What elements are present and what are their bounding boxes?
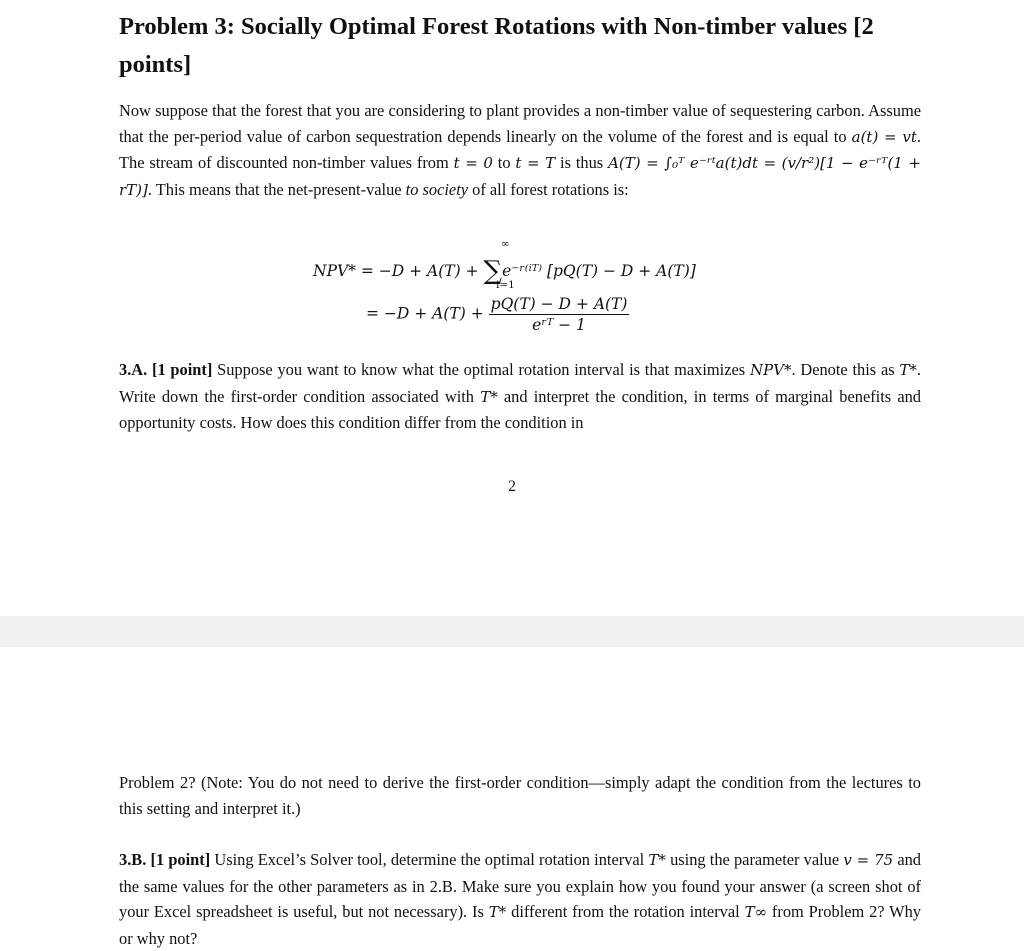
- math-a-of-t: a(t) = vt: [851, 127, 917, 146]
- math-t-zero: t = 0: [453, 154, 493, 173]
- question-3b-label: 3.B. [1 point]: [119, 850, 211, 869]
- equation-line2-lhs: = −D + A(T) +: [366, 304, 489, 323]
- math-A-of-T: A(T) = ∫₀ᵀ e⁻ʳᵗa(t)dt = (v/r²)[1 − e⁻ʳᵀ(1 + rT)]: [119, 154, 921, 199]
- page-separator: [0, 616, 1024, 647]
- summation-symbol: ∑: [483, 256, 503, 286]
- intro-paragraph: Now suppose that the forest that you are considering to plant provides a non-timber value of sequestering carbon. Assume that the per-period value of carbon sequestration depends linearly on the volume of the forest and is equal to a(t) = vt. The stream of discounted non-timber values from t = 0 to t = T is thus A(T) = ∫₀ᵀ e⁻ʳᵗa(t)dt = (v/r²)[1 − e⁻ʳᵀ(1 + rT)]. This means that the net-present-value to society of all forest rotations is:: [119, 101, 921, 199]
- math-t-equals-T: t = T: [515, 154, 556, 173]
- to-society-emphasis: to society: [405, 179, 469, 199]
- sum-lower-limit: i=1: [496, 279, 515, 291]
- fraction-denominator: eʳᵀ − 1: [532, 316, 586, 334]
- continuation-paragraph: Problem 2? (Note: You do not need to derive the first-order condition—simply adapt the condition from the lectures to this setting and interpret it.): [119, 773, 921, 818]
- problem-title: Problem 3: Socially Optimal Forest Rotations with Non-timber values [2 points]: [119, 13, 874, 78]
- document-page-bottom: [0, 647, 1024, 951]
- question-3a-label: 3.A. [1 point]: [119, 360, 213, 379]
- question-3a: 3.A. [1 point] Suppose you want to know what the optimal rotation interval is that maximizes NPV*. Denote this as T*. Write down the first-order condition associated with T* and interpret the condition, in terms of marginal benefits and opportunity costs. How does this condition differ from the condition in: [119, 360, 922, 433]
- equation-line1-rhs: e⁻ʳ⁽ⁱᵀ⁾ [pQ(T) − D + A(T)]: [502, 262, 696, 280]
- problem-section: [119, 8, 921, 84]
- sum-upper-limit: ∞: [501, 238, 510, 250]
- equation-line1-lhs: NPV* = −D + A(T) +: [313, 262, 484, 280]
- fraction-numerator: pQ(T) − D + A(T): [490, 295, 628, 313]
- page-number: 2: [508, 478, 516, 495]
- question-3b: 3.B. [1 point] Using Excel’s Solver tool, determine the optimal rotation interval T* using the parameter value v = 75 and the same values for the other parameters as in 2.B. Make sure you explain how you found your answer (a screen shot of your Excel spreadsheet is useful, but not necessary). Is T* different from the rotation interval T∞ from Problem 2? Why or why not?: [119, 850, 921, 948]
- equation-fraction: [489, 295, 630, 334]
